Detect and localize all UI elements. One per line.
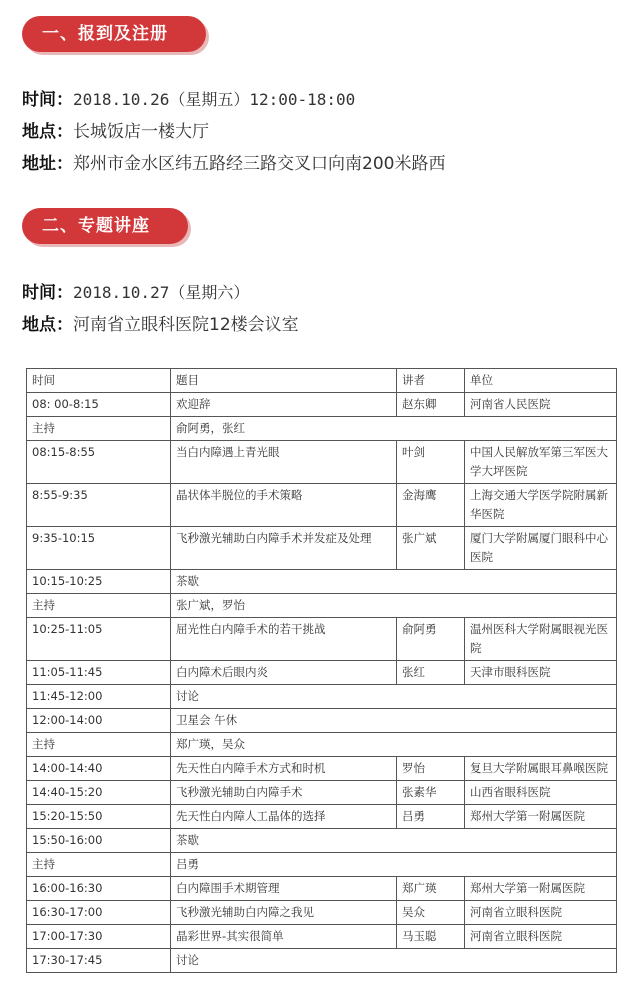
row-time: 08: 00-8:15 [27, 393, 171, 417]
place-value: 河南省立眼科医院12楼会议室 [73, 315, 299, 335]
row-topic: 当白内障遇上青光眼 [171, 441, 397, 484]
row-speaker: 张素华 [397, 781, 465, 805]
time-label: 时间 [22, 283, 56, 303]
time-value: 2018.10.26（星期五）12:00-18:00 [73, 90, 356, 109]
row-time: 11:05-11:45 [27, 661, 171, 685]
row-time: 主持 [27, 417, 171, 441]
row-time: 14:40-15:20 [27, 781, 171, 805]
time-value: 2018.10.27（星期六） [73, 283, 250, 302]
row-unit: 厦门大学附属厦门眼科中心医院 [465, 527, 617, 570]
table-row [27, 733, 617, 757]
colon: ： [56, 90, 73, 110]
row-time: 10:25-11:05 [27, 618, 171, 661]
place-label: 地点 [22, 122, 56, 142]
row-time: 17:30-17:45 [27, 949, 171, 973]
row-time: 主持 [27, 594, 171, 618]
row-topic: 讨论 [171, 685, 617, 709]
row-speaker: 张红 [397, 661, 465, 685]
row-topic: 俞阿勇，张红 [171, 417, 617, 441]
row-unit: 河南省立眼科医院 [465, 901, 617, 925]
table-row [27, 685, 617, 709]
row-time: 12:00-14:00 [27, 709, 171, 733]
row-unit: 郑州大学第一附属医院 [465, 877, 617, 901]
table-row [27, 594, 617, 618]
address-label: 地址 [22, 154, 56, 174]
schedule-table [26, 368, 616, 973]
row-speaker: 郑广瑛 [397, 877, 465, 901]
row-topic: 卫星会 午休 [171, 709, 617, 733]
row-unit: 河南省立眼科医院 [465, 925, 617, 949]
row-topic: 郑广瑛，吴众 [171, 733, 617, 757]
table-row [27, 925, 617, 949]
table-row [27, 829, 617, 853]
table-row [27, 805, 617, 829]
row-speaker: 罗怡 [397, 757, 465, 781]
row-topic: 讨论 [171, 949, 617, 973]
row-time: 主持 [27, 853, 171, 877]
table-row [27, 527, 617, 570]
table-row [27, 853, 617, 877]
table-row [27, 441, 617, 484]
header-speaker: 讲者 [397, 369, 465, 393]
row-topic: 茶歇 [171, 570, 617, 594]
row-speaker: 叶剑 [397, 441, 465, 484]
table-row [27, 949, 617, 973]
row-speaker: 马玉聪 [397, 925, 465, 949]
table-row [27, 570, 617, 594]
row-time: 15:20-15:50 [27, 805, 171, 829]
section2-title: 二、专题讲座 [22, 208, 188, 244]
table-header-row [27, 369, 617, 393]
row-time: 17:00-17:30 [27, 925, 171, 949]
table-row [27, 877, 617, 901]
row-time: 9:35-10:15 [27, 527, 171, 570]
row-time: 15:50-16:00 [27, 829, 171, 853]
row-time: 16:00-16:30 [27, 877, 171, 901]
table-row [27, 618, 617, 661]
row-topic: 飞秒激光辅助白内障手术 [171, 781, 397, 805]
header-unit: 单位 [465, 369, 617, 393]
place-label: 地点 [22, 315, 56, 335]
row-topic: 白内障围手术期管理 [171, 877, 397, 901]
row-unit: 上海交通大学医学院附属新华医院 [465, 484, 617, 527]
section1-address [22, 152, 445, 176]
time-label: 时间 [22, 90, 56, 110]
row-topic: 先天性白内障人工晶体的选择 [171, 805, 397, 829]
section1-place [22, 120, 209, 144]
row-unit: 郑州大学第一附属医院 [465, 805, 617, 829]
row-time: 11:45-12:00 [27, 685, 171, 709]
row-speaker: 赵东卿 [397, 393, 465, 417]
row-time: 08:15-8:55 [27, 441, 171, 484]
row-time: 主持 [27, 733, 171, 757]
row-unit: 河南省人民医院 [465, 393, 617, 417]
table-row [27, 417, 617, 441]
section2-place [22, 313, 299, 337]
section2-time [22, 281, 249, 305]
table-row [27, 757, 617, 781]
row-speaker: 吕勇 [397, 805, 465, 829]
table-row [27, 661, 617, 685]
row-unit: 天津市眼科医院 [465, 661, 617, 685]
header-time: 时间 [27, 369, 171, 393]
row-topic: 张广斌，罗怡 [171, 594, 617, 618]
row-topic: 欢迎辞 [171, 393, 397, 417]
row-unit: 温州医科大学附属眼视光医院 [465, 618, 617, 661]
row-topic: 吕勇 [171, 853, 617, 877]
row-time: 10:15-10:25 [27, 570, 171, 594]
row-topic: 晶状体半脱位的手术策略 [171, 484, 397, 527]
colon: ： [56, 154, 73, 174]
row-topic: 飞秒激光辅助白内障手术并发症及处理 [171, 527, 397, 570]
row-time: 16:30-17:00 [27, 901, 171, 925]
section1-title: 一、报到及注册 [22, 16, 206, 52]
row-topic: 屈光性白内障手术的若干挑战 [171, 618, 397, 661]
row-speaker: 俞阿勇 [397, 618, 465, 661]
row-topic: 飞秒激光辅助白内障之我见 [171, 901, 397, 925]
row-speaker: 吴众 [397, 901, 465, 925]
row-speaker: 张广斌 [397, 527, 465, 570]
colon: ： [56, 122, 73, 142]
address-value: 郑州市金水区纬五路经三路交叉口向南200米路西 [73, 154, 446, 174]
row-speaker: 金海鹰 [397, 484, 465, 527]
row-unit: 复旦大学附属眼耳鼻喉医院 [465, 757, 617, 781]
place-value: 长城饭店一楼大厅 [73, 122, 209, 142]
table-row [27, 901, 617, 925]
table-row [27, 393, 617, 417]
row-topic: 茶歇 [171, 829, 617, 853]
row-topic: 晶彩世界-其实很简单 [171, 925, 397, 949]
colon: ： [56, 315, 73, 335]
row-time: 14:00-14:40 [27, 757, 171, 781]
row-topic: 先天性白内障手术方式和时机 [171, 757, 397, 781]
table-row [27, 484, 617, 527]
row-unit: 山西省眼科医院 [465, 781, 617, 805]
header-topic: 题目 [171, 369, 397, 393]
row-unit: 中国人民解放军第三军医大学大坪医院 [465, 441, 617, 484]
table-row [27, 709, 617, 733]
section1-time [22, 88, 355, 112]
colon: ： [56, 283, 73, 303]
row-time: 8:55-9:35 [27, 484, 171, 527]
row-topic: 白内障术后眼内炎 [171, 661, 397, 685]
table-row [27, 781, 617, 805]
